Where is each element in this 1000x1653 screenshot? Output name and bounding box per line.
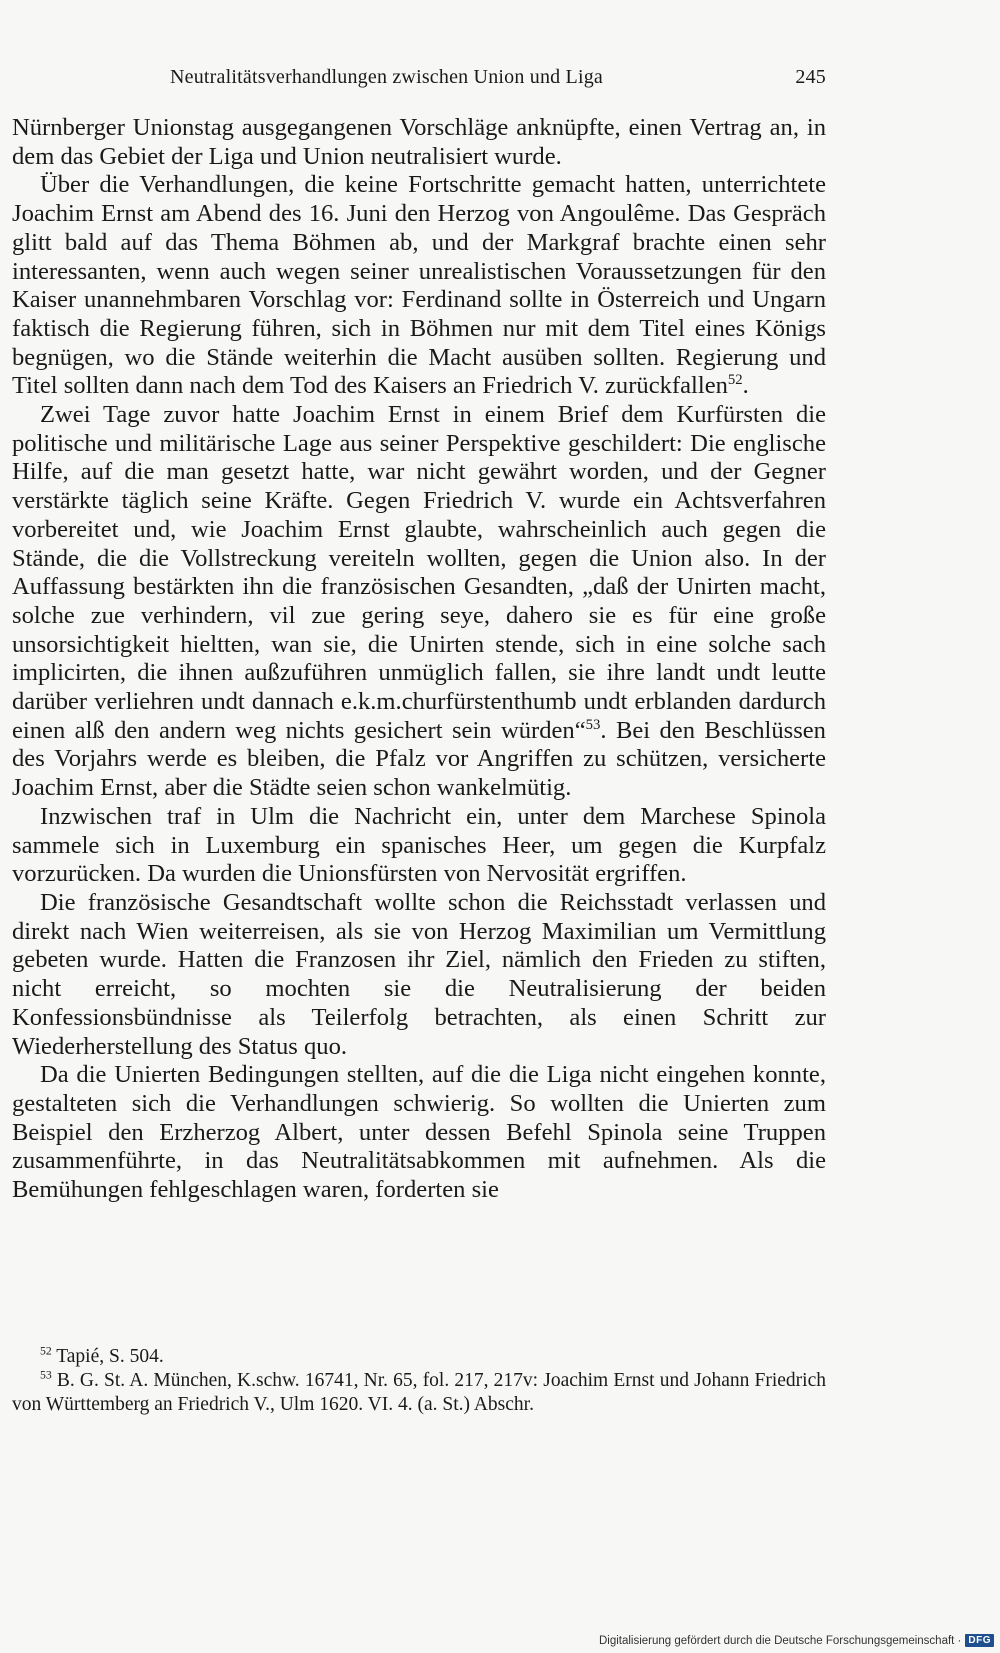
credit-text: Digitalisierung gefördert durch die Deutsche Forschungsgemeinschaft · [598,1634,962,1647]
footnote-ref[interactable]: 52 [727,372,743,389]
footnote-ref[interactable]: 53 [585,716,601,733]
paragraph-text: Da die Unierten Bedingungen stellten, auf die die Liga nicht eingehen konnte, gestalteten sich die Verhandlungen schwierig. So wollten die Unierten zum Beispiel den Erzherzog Albert, unter dessen Befehl Spinola seine Truppen zusammenführte, in das Neutralitätsabkommen mit aufnehmen. Als die Bemühungen fehlgeschlagen waren, forderten sie [12,1061,826,1204]
footnote-52 [12,1345,826,1369]
paragraph-6 [12,1061,826,1205]
paragraph-text: Über die Verhandlungen, die keine Fortschritte gemacht hatten, unterrichtete Joachim Ernst am Abend des 16. Juni den Herzog von Angoulême. Das Gespräch glitt bald auf das Thema Böhmen ab, und der Markgraf brachte einen sehr interessanten, wenn auch wegen seiner unrealistischen Voraussetzungen für den Kaiser unannehmbaren Vorschlag vor: Ferdinand sollte in Österreich und Ungarn faktisch die Regierung führen, sich in Böhmen nur mit dem Titel eines Königs begnügen, wo die Stände weiterhin die Macht ausüben sollten. Regierung und Titel sollten dann nach dem Tod des Kaisers an Friedrich V. zurückfallen [12,171,826,400]
footnote-text: Tapié, S. 504. [56,1346,164,1367]
body-text [12,114,826,1205]
running-head [12,66,826,96]
footnote-53 [12,1369,826,1417]
paragraph-5 [12,889,826,1061]
footnote-number: 52 [40,1344,52,1358]
paragraph-text: Inzwischen traf in Ulm die Nachricht ein, unter dem Marchese Spinola sammele sich in Luxemburg ein spanisches Heer, um gegen die Kurpfalz vorzurücken. Da wurden die Unionsfürsten von Nervosität ergriffen. [12,802,826,888]
paragraph-tail: . Bei den Beschlüssen des Vorjahrs werde es bleiben, die Pfalz vor Angriffen zu schützen, versicherte Joachim Ernst, aber die Städte seien schon wankelmütig. [12,716,826,802]
footnotes [12,1345,826,1417]
paragraph-4 [12,803,826,889]
page-number: 245 [795,66,826,88]
digitization-credit [599,1634,994,1647]
paragraph-2 [12,171,826,401]
footnote-number: 53 [40,1368,52,1382]
paragraph-1 [12,114,826,171]
paragraph-text: Nürnberger Unionstag ausgegangenen Vorschläge anknüpfte, einen Vertrag an, in dem das Gebiet der Liga und Union neutralisiert wurde. [12,114,826,170]
dfg-logo: DFG [965,1634,994,1647]
paragraph-tail: . [742,372,749,400]
paragraph-text: Zwei Tage zuvor hatte Joachim Ernst in einem Brief dem Kurfürsten die politische und militärische Lage aus seiner Perspektive geschildert: Die englische Hilfe, auf die man gesetzt hatte, war nicht gewährt worden, und der Gegner verstärkte täglich seine Kräfte. Gegen Friedrich V. wurde ein Achtsverfahren vorbereitet und, wie Joachim Ernst glaubte, wahrscheinlich auch gegen die Stände, die die Vollstreckung vereiteln wollten, gegen die Union also. In der Auffassung bestärkten ihn die französischen Gesandten, „daß der Unirten macht, solche zue verhindern, vil zue gering seye, dahero sie es für eine große unsorsichtigkeit hieltten, wan sie, die Unirten stende, sich in eine solche sach implicirten, die ihnen außzuführen unmüglich fallen, sie ihre landt undt leutte darüber verliehren undt dannach e.k.m.churfürstenthumb undt erblanden dardurch einen alß den andern weg nichts gesichert sein würden“ [12,401,826,744]
paragraph-text: Die französische Gesandtschaft wollte schon die Reichsstadt verlassen und direkt nach Wien weiterreisen, als sie von Herzog Maximilian um Vermittlung gebeten wurde. Hatten die Franzosen ihr Ziel, nämlich den Frieden zu stiften, nicht erreicht, so mochten sie die Neutralisierung der beiden Konfessionsbündnisse als Teilerfolg betrachten, als einen Schritt zur Wiederherstellung des Status quo. [12,888,826,1060]
paragraph-3 [12,401,826,803]
footnote-text: B. G. St. A. München, K.schw. 16741, Nr. 65, fol. 217, 217v: Joachim Ernst und Johann Friedrich von Württemberg an Friedrich V., Ulm 1620. VI. 4. (a. St.) Abschr. [12,1370,826,1415]
running-title: Neutralitätsverhandlungen zwischen Union und Liga [170,66,604,88]
